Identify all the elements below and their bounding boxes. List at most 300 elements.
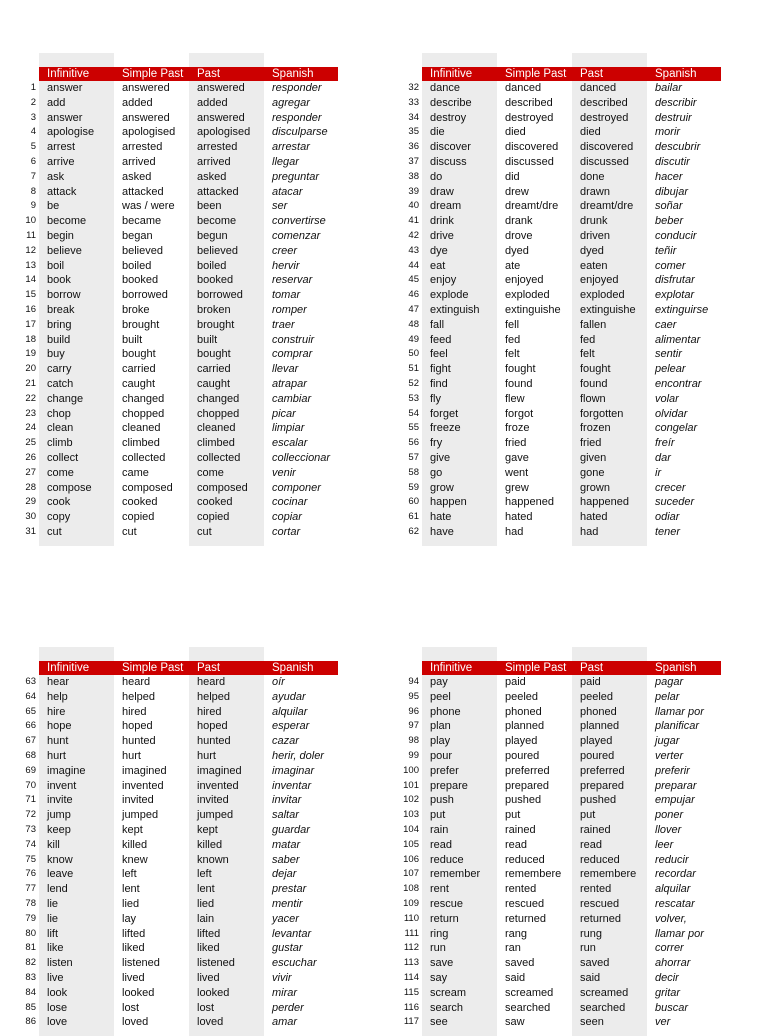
infinitive-cell: return (430, 912, 459, 925)
simple-past-cell: was / were (122, 200, 175, 213)
spanish-cell: verter (655, 749, 684, 762)
table-row (19, 956, 338, 971)
past-cell: searched (580, 1001, 626, 1014)
past-cell: planned (580, 720, 620, 733)
past-cell: liked (197, 942, 220, 955)
simple-past-cell: dreamt/dre (505, 200, 559, 213)
past-cell: grown (580, 481, 610, 494)
spanish-cell: preparar (655, 779, 697, 792)
row-number: 13 (25, 259, 36, 271)
spanish-cell: pagar (655, 676, 684, 688)
row-number: 106 (403, 853, 419, 865)
past-cell: read (580, 838, 603, 851)
infinitive-cell: reduce (430, 853, 464, 866)
spanish-cell: ver (655, 1016, 671, 1029)
row-number: 112 (403, 942, 419, 954)
infinitive-cell: plan (430, 720, 451, 733)
infinitive-cell: borrow (47, 289, 81, 302)
table-row (402, 288, 721, 303)
spanish-cell: buscar (655, 1001, 689, 1014)
table-row (402, 273, 721, 288)
past-cell: lain (197, 912, 215, 925)
spanish-cell: mentir (272, 897, 303, 910)
row-number: 57 (408, 451, 419, 463)
row-number: 85 (25, 1001, 36, 1013)
past-cell: helped (197, 690, 231, 703)
spanish-cell: dibujar (655, 185, 689, 198)
past-cell: invited (197, 794, 229, 807)
table-row (19, 466, 338, 481)
past-cell: died (580, 126, 601, 139)
infinitive-cell: find (430, 377, 448, 390)
table-header (39, 661, 338, 675)
simple-past-cell: invited (122, 794, 154, 807)
spanish-cell: atrapar (272, 377, 307, 390)
row-number: 60 (408, 496, 419, 508)
row-number: 86 (25, 1016, 36, 1028)
table-row (19, 81, 338, 96)
infinitive-cell: collect (47, 451, 79, 464)
past-cell: screamed (580, 986, 629, 999)
past-cell: felt (580, 348, 595, 361)
row-number: 9 (30, 200, 36, 212)
simple-past-cell: liked (122, 942, 145, 955)
infinitive-cell: describe (430, 96, 472, 109)
spanish-cell: morir (655, 126, 681, 139)
spanish-cell: tomar (272, 289, 301, 302)
infinitive-cell: come (47, 466, 74, 479)
past-cell: discovered (580, 141, 634, 154)
simple-past-cell: loved (122, 1016, 149, 1029)
past-cell: rained (580, 823, 611, 836)
past-cell: played (580, 735, 613, 748)
verb-table-block (19, 661, 338, 1030)
simple-past-cell: felt (505, 348, 520, 361)
header-infinitive: Infinitive (47, 68, 90, 80)
table-row (19, 838, 338, 853)
row-number: 64 (25, 690, 36, 702)
table-row (19, 971, 338, 986)
table-row (19, 259, 338, 274)
table-row (19, 377, 338, 392)
spanish-cell: correr (655, 942, 684, 955)
past-cell: begun (197, 229, 228, 242)
simple-past-cell: phoned (505, 705, 542, 718)
table-row (402, 495, 721, 510)
past-cell: booked (197, 274, 234, 287)
table-row (402, 956, 721, 971)
row-number: 114 (403, 971, 419, 983)
simple-past-cell: saved (505, 957, 535, 970)
header-spanish: Spanish (272, 68, 314, 80)
spanish-cell: teñir (655, 244, 677, 257)
spanish-cell: construir (272, 333, 315, 346)
simple-past-cell: danced (505, 82, 542, 94)
infinitive-cell: fry (430, 437, 443, 450)
infinitive-cell: buy (47, 348, 65, 361)
simple-past-cell: listened (122, 957, 160, 970)
row-number: 21 (25, 377, 36, 389)
simple-past-cell: saw (505, 1016, 525, 1029)
table-row (402, 125, 721, 140)
spanish-cell: bailar (655, 82, 682, 94)
row-number: 11 (26, 229, 36, 241)
infinitive-cell: enjoy (430, 274, 457, 287)
spanish-cell: matar (272, 838, 301, 851)
table-row (19, 214, 338, 229)
simple-past-cell: peeled (505, 690, 539, 703)
simple-past-cell: exploded (505, 289, 550, 302)
past-cell: carried (197, 363, 231, 376)
table-row (402, 244, 721, 259)
spanish-cell: alquilar (655, 883, 691, 896)
row-number: 19 (25, 348, 36, 360)
table-row (402, 451, 721, 466)
simple-past-cell: booked (122, 274, 159, 287)
infinitive-cell: answer (47, 111, 83, 124)
table-row (402, 719, 721, 734)
past-cell: flown (580, 392, 606, 405)
spanish-cell: odiar (655, 511, 680, 524)
spanish-cell: poner (655, 809, 684, 822)
past-cell: fought (580, 363, 611, 376)
simple-past-cell: hoped (122, 720, 153, 733)
past-cell: believed (197, 244, 238, 257)
simple-past-cell: discussed (505, 155, 554, 168)
simple-past-cell: jumped (122, 809, 159, 822)
table-row (19, 986, 338, 1001)
simple-past-cell: believed (122, 244, 163, 257)
past-cell: heard (197, 676, 226, 688)
row-number: 26 (25, 451, 36, 463)
simple-past-cell: returned (505, 912, 546, 925)
simple-past-cell: happened (505, 496, 554, 509)
infinitive-cell: drive (430, 229, 454, 242)
row-number: 84 (25, 986, 36, 998)
past-cell: jumped (197, 809, 234, 822)
table-row (19, 719, 338, 734)
row-number: 46 (408, 289, 419, 301)
spanish-cell: descubrir (655, 141, 701, 154)
simple-past-cell: flew (505, 392, 525, 405)
row-number: 31 (25, 525, 36, 537)
infinitive-cell: draw (430, 185, 454, 198)
infinitive-cell: break (47, 303, 75, 316)
infinitive-cell: jump (47, 809, 71, 822)
infinitive-cell: be (47, 200, 60, 213)
table-row (402, 229, 721, 244)
spanish-cell: ir (655, 466, 662, 479)
simple-past-cell: poured (505, 749, 540, 762)
simple-past-cell: chopped (122, 407, 165, 420)
row-number: 58 (408, 466, 419, 478)
past-cell: returned (580, 912, 621, 925)
simple-past-cell: bought (122, 348, 156, 361)
past-cell: hunted (197, 735, 231, 748)
infinitive-cell: hate (430, 511, 452, 524)
spanish-cell: oír (272, 676, 285, 688)
table-row (19, 199, 338, 214)
row-number: 82 (25, 957, 36, 969)
infinitive-cell: add (47, 96, 66, 109)
infinitive-cell: rent (430, 883, 449, 896)
past-cell: added (197, 96, 228, 109)
table-row (402, 407, 721, 422)
header-simple-past: Simple Past (505, 68, 567, 80)
table-row (19, 823, 338, 838)
spanish-cell: pelear (655, 363, 686, 376)
simple-past-cell: borrowed (122, 289, 168, 302)
simple-past-cell: did (505, 170, 520, 183)
simple-past-cell: changed (122, 392, 165, 405)
table-row (402, 96, 721, 111)
table-row (19, 1015, 338, 1030)
simple-past-cell: left (122, 868, 137, 881)
infinitive-cell: forget (430, 407, 459, 420)
past-cell: apologised (197, 126, 251, 139)
row-number: 55 (408, 422, 419, 434)
infinitive-cell: begin (47, 229, 74, 242)
simple-past-cell: fought (505, 363, 536, 376)
spanish-cell: comprar (272, 348, 313, 361)
spanish-cell: caer (655, 318, 677, 331)
infinitive-cell: prefer (430, 764, 459, 777)
simple-past-cell: drank (505, 215, 533, 228)
infinitive-cell: feel (430, 348, 448, 361)
infinitive-cell: carry (47, 363, 72, 376)
header-infinitive: Infinitive (430, 68, 473, 80)
spanish-cell: creer (272, 244, 298, 257)
table-row (402, 481, 721, 496)
spanish-cell: romper (272, 303, 307, 316)
infinitive-cell: do (430, 170, 443, 183)
table-row (19, 510, 338, 525)
row-number: 79 (25, 912, 36, 924)
row-number: 17 (25, 318, 36, 330)
simple-past-cell: cooked (122, 496, 158, 509)
table-row (402, 853, 721, 868)
simple-past-cell: arrived (122, 155, 156, 168)
table-row (19, 333, 338, 348)
simple-past-cell: composed (122, 481, 173, 494)
table-row (19, 779, 338, 794)
past-cell: exploded (580, 289, 625, 302)
infinitive-cell: eat (430, 259, 446, 272)
table-row (402, 808, 721, 823)
table-row (402, 690, 721, 705)
row-number: 104 (403, 823, 419, 835)
simple-past-cell: boiled (122, 259, 152, 272)
infinitive-cell: book (47, 274, 71, 287)
spanish-cell: llover (655, 823, 682, 836)
table-row (19, 392, 338, 407)
row-number: 66 (25, 720, 36, 732)
spanish-cell: extinguirse (655, 303, 709, 316)
row-number: 73 (25, 823, 36, 835)
infinitive-cell: fall (430, 318, 445, 331)
simple-past-cell: rescued (505, 897, 545, 910)
table-body (402, 675, 721, 1030)
past-cell: frozen (580, 422, 611, 435)
past-cell: seen (580, 1016, 604, 1029)
spanish-cell: comer (655, 259, 686, 272)
infinitive-cell: copy (47, 511, 71, 524)
simple-past-cell: killed (122, 838, 148, 851)
table-row (402, 303, 721, 318)
infinitive-cell: rescue (430, 897, 464, 910)
table-row (402, 912, 721, 927)
table-row (19, 897, 338, 912)
infinitive-cell: say (430, 971, 448, 984)
spanish-cell: amar (272, 1016, 298, 1029)
spanish-cell: atacar (272, 185, 303, 198)
table-row (19, 125, 338, 140)
row-number: 38 (408, 170, 419, 182)
header-simple-past: Simple Past (122, 68, 184, 80)
spanish-cell: freír (655, 437, 675, 450)
table-row (402, 199, 721, 214)
spanish-cell: disculparse (272, 126, 328, 139)
spanish-cell: vivir (272, 971, 292, 984)
spanish-cell: suceder (655, 496, 695, 509)
row-number: 30 (25, 511, 36, 523)
table-row (19, 793, 338, 808)
table-row (19, 734, 338, 749)
infinitive-cell: hurt (47, 749, 66, 762)
table-row (19, 675, 338, 690)
header-infinitive: Infinitive (430, 662, 473, 674)
past-cell: boiled (197, 259, 227, 272)
table-row (19, 229, 338, 244)
infinitive-cell: put (430, 809, 446, 822)
past-cell: fed (580, 333, 596, 346)
row-number: 35 (408, 126, 419, 138)
simple-past-cell: discovered (505, 141, 559, 154)
infinitive-cell: lend (47, 883, 68, 896)
table-row (402, 362, 721, 377)
simple-past-cell: said (505, 971, 526, 984)
row-number: 28 (25, 481, 36, 493)
spanish-cell: esperar (272, 720, 310, 733)
infinitive-cell: search (430, 1001, 464, 1014)
past-cell: preferred (580, 764, 625, 777)
infinitive-cell: dye (430, 244, 448, 257)
simple-past-cell: asked (122, 170, 152, 183)
past-cell: chopped (197, 407, 240, 420)
past-cell: said (580, 971, 601, 984)
past-cell: poured (580, 749, 615, 762)
row-number: 70 (25, 779, 36, 791)
table-row (19, 451, 338, 466)
table-row (402, 170, 721, 185)
simple-past-cell: cleaned (122, 422, 161, 435)
infinitive-cell: drink (430, 215, 454, 228)
infinitive-cell: answer (47, 82, 83, 94)
simple-past-cell: described (505, 96, 553, 109)
infinitive-cell: lie (47, 912, 59, 925)
table-row (19, 170, 338, 185)
row-number: 33 (408, 96, 419, 108)
spanish-cell: comenzar (272, 229, 321, 242)
infinitive-cell: boil (47, 259, 65, 272)
table-row (402, 377, 721, 392)
infinitive-cell: help (47, 690, 68, 703)
table-row (19, 853, 338, 868)
spanish-cell: dejar (272, 868, 297, 881)
header-simple-past: Simple Past (505, 662, 567, 674)
row-number: 100 (403, 764, 419, 776)
table-row (402, 214, 721, 229)
table-row (19, 481, 338, 496)
infinitive-cell: arrest (47, 141, 76, 154)
past-cell: remembere (580, 868, 637, 881)
row-number: 7 (30, 170, 36, 182)
simple-past-cell: copied (122, 511, 155, 524)
infinitive-cell: climb (47, 437, 73, 450)
table-row (19, 764, 338, 779)
past-cell: pushed (580, 794, 617, 807)
past-cell: brought (197, 318, 235, 331)
table-row (19, 244, 338, 259)
row-number: 8 (30, 185, 36, 197)
header-past: Past (197, 68, 221, 80)
simple-past-cell: added (122, 96, 153, 109)
spanish-cell: crecer (655, 481, 686, 494)
spanish-cell: llevar (272, 363, 299, 376)
infinitive-cell: save (430, 957, 454, 970)
simple-past-cell: grew (505, 481, 529, 494)
row-number: 22 (25, 392, 36, 404)
simple-past-cell: collected (122, 451, 166, 464)
infinitive-cell: fight (430, 363, 451, 376)
simple-past-cell: froze (505, 422, 530, 435)
row-number: 20 (25, 363, 36, 375)
infinitive-cell: believe (47, 244, 82, 257)
simple-past-cell: imagined (122, 764, 167, 777)
row-number: 68 (25, 749, 36, 761)
table-row (402, 793, 721, 808)
row-number: 97 (408, 720, 419, 732)
infinitive-cell: cook (47, 496, 71, 509)
past-cell: climbed (197, 437, 235, 450)
table-row (402, 838, 721, 853)
row-number: 15 (25, 289, 36, 301)
past-cell: borrowed (197, 289, 243, 302)
table-row (402, 971, 721, 986)
row-number: 69 (25, 764, 36, 776)
simple-past-cell: carried (122, 363, 156, 376)
infinitive-cell: go (430, 466, 443, 479)
infinitive-cell: prepare (430, 779, 468, 792)
past-cell: drunk (580, 215, 608, 228)
infinitive-cell: dance (430, 82, 460, 94)
infinitive-cell: clean (47, 422, 74, 435)
spanish-cell: escalar (272, 437, 308, 450)
table-row (19, 155, 338, 170)
spanish-cell: cortar (272, 525, 301, 538)
past-cell: eaten (580, 259, 608, 272)
past-cell: danced (580, 82, 617, 94)
table-body (402, 81, 721, 540)
row-number: 63 (25, 676, 36, 687)
simple-past-cell: prepared (505, 779, 550, 792)
table-body (19, 81, 338, 540)
infinitive-cell: pay (430, 676, 448, 688)
row-number: 40 (408, 200, 419, 212)
infinitive-cell: apologise (47, 126, 95, 139)
past-cell: extinguishe (580, 303, 636, 316)
row-number: 105 (403, 838, 419, 850)
